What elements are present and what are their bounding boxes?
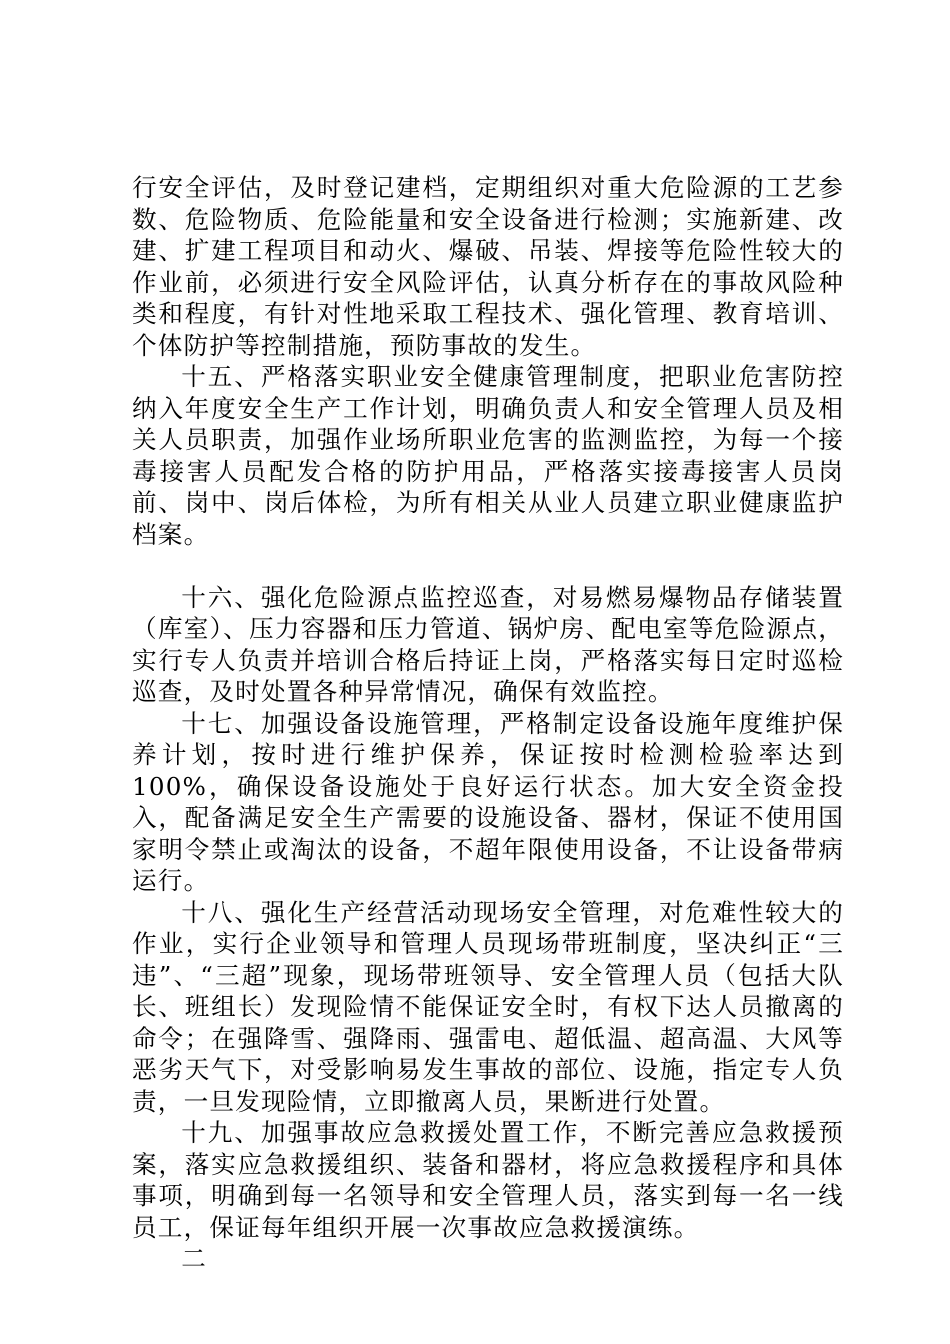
paragraph-continued: 行安全评估，及时登记建档，定期组织对重大危险源的工艺参数、危险物质、危险能量和安全设备进行检测；实施新建、改建、扩建工程项目和动火、爆破、吊装、焊接等危险性较大的作业前，必须进行安全风险评估，认真分析存在的事故风险种类和程度，有针对性地采取工程技术、强化管理、教育培训、个体防护等控制措施，预防事故的发生。 bbox=[132, 173, 844, 360]
paragraph-item-15: 十五、严格落实职业安全健康管理制度，把职业危害防控纳入年度安全生产工作计划，明确负责人和安全管理人员及相关人员职责，加强作业场所职业危害的监测监控，为每一个接毒接害人员配发合格的防护用品，严格落实接毒接害人员岗前、岗中、岗后体检，为所有相关从业人员建立职业健康监护档案。 bbox=[132, 362, 844, 549]
paragraph-item-16: 十六、强化危险源点监控巡查，对易燃易爆物品存储装置（库室）、压力容器和压力管道、锅炉房、配电室等危险源点，实行专人负责并培训合格后持证上岗，严格落实每日定时巡检巡查，及时处置各种异常情况，确保有效监控。 bbox=[132, 582, 844, 706]
paragraph-item-18: 十八、强化生产经营活动现场安全管理，对危难性较大的作业，实行企业领导和管理人员现场带班制度，坚决纠正“三违”、“三超”现象，现场带班领导、安全管理人员（包括大队长、班组长）发现险情不能保证安全时，有权下达人员撤离的命令；在强降雪、强降雨、强雷电、超低温、超高温、大风等恶劣天气下，对受影响易发生事故的部位、设施，指定专人负责，一旦发现险情，立即撤离人员，果断进行处置。 bbox=[132, 897, 844, 1116]
paragraph-spacer bbox=[132, 550, 844, 582]
document-body bbox=[132, 172, 844, 1275]
paragraph-item-17: 十七、加强设备设施管理，严格制定设备设施年度维护保养计划，按时进行维护保养，保证按时检测检验率达到100%，确保设备设施处于良好运行状态。加大安全资金投入，配备满足安全生产需要的设施设备、器材，保证不使用国家明令禁止或淘汰的设备，不超年限使用设备，不让设备带病运行。 bbox=[132, 708, 844, 895]
paragraph-item-19: 十九、加强事故应急救援处置工作，不断完善应急救援预案，落实应急救援组织、装备和器材，将应急救援程序和具体事项，明确到每一名领导和安全管理人员，落实到每一名一线员工，保证每年组织开展一次事故应急救援演练。 bbox=[132, 1118, 844, 1242]
section-heading-partial: 二 bbox=[181, 1244, 207, 1273]
